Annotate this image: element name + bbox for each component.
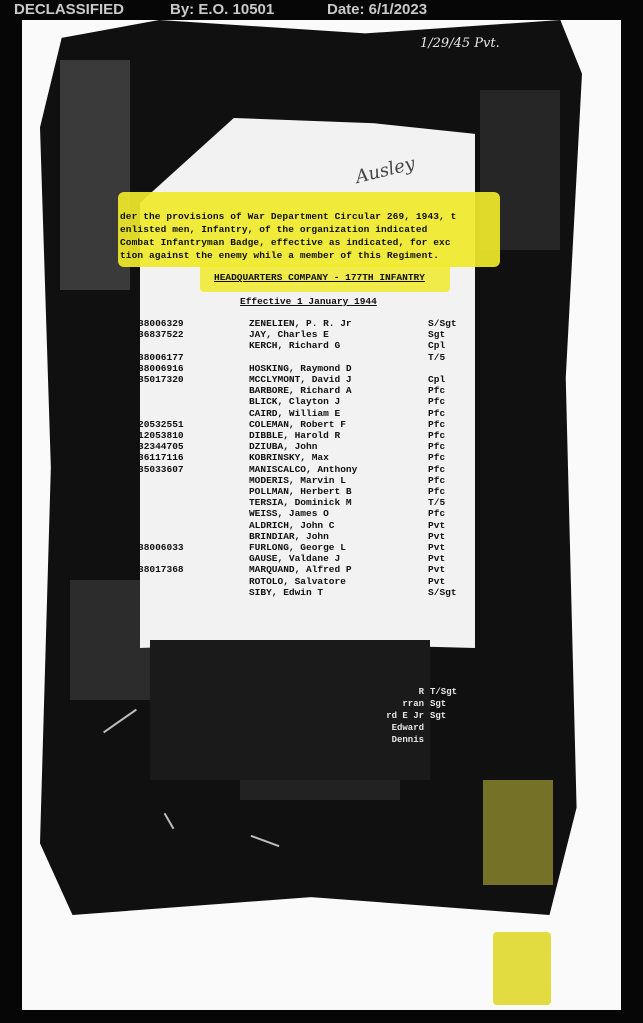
soldier-rank: Pfc — [428, 430, 446, 442]
table-row — [138, 531, 478, 542]
soldier-rank: Pfc — [428, 452, 446, 464]
soldier-rank: Cpl — [428, 374, 446, 386]
soldier-name: BLICK, Clayton J — [248, 396, 341, 408]
serial-number — [138, 553, 245, 564]
soldier-name: JAY, Charles E — [248, 329, 329, 341]
lower-roster-line — [368, 699, 446, 709]
scratch-mark — [251, 835, 280, 847]
soldier-name: FURLONG, George L — [248, 542, 346, 554]
table-row — [138, 385, 478, 396]
table-row — [138, 318, 478, 329]
soldier-rank: Pvt — [428, 530, 446, 542]
signature-scrawl: Ausley — [353, 153, 418, 188]
soldier-rank: Pfc — [428, 418, 446, 430]
fragment-name: Edward — [391, 723, 424, 733]
fragment-rank: Sgt — [430, 699, 447, 709]
soldier-name: WEISS, James O — [248, 508, 329, 520]
table-row — [138, 508, 478, 519]
scratch-mark — [164, 813, 175, 830]
circular-line: enlisted men, Infantry, of the organization indicated — [120, 224, 428, 235]
soldier-rank: Pfc — [428, 441, 446, 453]
serial-number — [138, 408, 245, 419]
soldier-rank — [428, 363, 478, 374]
serial-number: 38006329 — [138, 318, 184, 329]
highlight-stamp — [483, 780, 553, 885]
soldier-name: KERCH, Richard G — [248, 340, 341, 352]
serial-number: 35033607 — [138, 463, 184, 475]
lower-roster-line — [368, 711, 446, 721]
soldier-rank: Cpl — [428, 340, 446, 352]
serial-number — [138, 340, 245, 351]
highlight-marker — [493, 932, 551, 1005]
soldier-rank: S/Sgt — [428, 318, 457, 329]
soldier-name: KOBRINSKY, Max — [248, 452, 329, 464]
soldier-rank: Pvt — [428, 553, 446, 565]
serial-number: 38006177 — [138, 351, 184, 363]
fragment-name: rd E Jr — [386, 711, 424, 721]
table-row — [138, 329, 478, 340]
table-row — [138, 363, 478, 374]
soldier-rank: Pvt — [428, 519, 446, 531]
lower-roster-line — [368, 723, 430, 733]
soldier-name: MARQUAND, Alfred P — [248, 564, 352, 576]
declassification-banner — [0, 0, 643, 20]
soldier-name: SIBY, Edwin T — [248, 586, 324, 598]
soldier-name: MODERIS, Marvin L — [248, 474, 346, 486]
serial-number: 20532551 — [138, 418, 184, 430]
table-row — [138, 553, 478, 564]
table-row — [138, 430, 478, 441]
soldier-name: POLLMAN, Herbert B — [248, 486, 352, 498]
effective-date-line: Effective 1 January 1944 — [240, 296, 377, 307]
serial-number: 38006916 — [138, 362, 184, 374]
table-row — [138, 520, 478, 531]
soldier-rank: Pfc — [428, 474, 446, 486]
table-row — [138, 452, 478, 463]
soldier-name: BARBORE, Richard A — [248, 385, 352, 397]
obscured-lower-section — [150, 640, 430, 780]
soldier-name: ROTOLO, Salvatore — [248, 575, 346, 587]
soldier-name: MCCLYMONT, David J — [248, 374, 352, 386]
soldier-name: COLEMAN, Robert F — [248, 418, 346, 430]
fragment-name: Dennis — [391, 735, 424, 745]
table-row — [138, 396, 478, 407]
serial-number — [138, 486, 245, 497]
soldier-name: DZIUBA, John — [248, 441, 318, 453]
soldier-name: ALDRICH, John C — [248, 519, 335, 531]
table-row — [138, 542, 478, 553]
serial-number — [138, 508, 245, 519]
soldier-name: CAIRD, William E — [248, 407, 341, 419]
soldier-name: ZENELIEN, P. R. Jr — [248, 318, 352, 329]
soldier-rank: T/5 — [428, 497, 446, 509]
circular-line: tion against the enemy while a member of this Regiment. — [120, 250, 440, 261]
soldier-rank: Pvt — [428, 564, 446, 576]
soldier-name: DIBBLE, Harold R — [248, 430, 341, 442]
circular-line: Combat Infantryman Badge, effective as indicated, for exc — [120, 237, 451, 248]
table-row — [138, 419, 478, 430]
soldier-rank: Pvt — [428, 575, 446, 587]
unit-heading: HEADQUARTERS COMPANY - 177TH INFANTRY — [214, 272, 425, 283]
table-row — [138, 587, 478, 598]
serial-number: 36117116 — [138, 452, 184, 464]
table-row — [138, 486, 478, 497]
table-row — [138, 408, 478, 419]
soldier-rank: Pfc — [428, 385, 446, 397]
soldier-rank: Pvt — [428, 542, 446, 554]
soldier-name: MANISCALCO, Anthony — [248, 463, 358, 475]
serial-number: 38017368 — [138, 564, 184, 576]
soldier-rank: Pfc — [428, 508, 446, 520]
table-row — [138, 564, 478, 575]
table-row — [138, 475, 478, 486]
soldier-rank: Pfc — [428, 407, 446, 419]
authority-label: By: E.O. 10501 — [170, 1, 275, 18]
table-row — [138, 374, 478, 385]
table-row — [138, 576, 478, 587]
serial-number — [138, 396, 245, 407]
soldier-rank: Sgt — [428, 329, 446, 341]
table-row — [138, 464, 478, 475]
lower-roster-line — [368, 735, 430, 745]
soldier-name — [245, 352, 428, 363]
soldier-name: TERSIA, Dominick M — [248, 497, 352, 509]
fragment-name: R — [418, 687, 424, 697]
declassified-date: Date: 6/1/2023 — [327, 1, 428, 18]
fragment-rank: T/Sgt — [430, 687, 458, 697]
soldier-rank: Pfc — [428, 486, 446, 498]
scratch-mark — [103, 709, 137, 734]
roster-table — [138, 318, 478, 598]
serial-number — [138, 385, 245, 396]
table-row — [138, 352, 478, 363]
serial-number — [138, 497, 245, 508]
declassified-label: DECLASSIFIED — [14, 1, 125, 18]
serial-number: 36837522 — [138, 329, 184, 341]
serial-number: 12053810 — [138, 430, 184, 442]
table-row — [138, 340, 478, 351]
soldier-name: BRINDIAR, John — [248, 530, 329, 542]
serial-number: 32344705 — [138, 441, 184, 453]
table-row — [138, 497, 478, 508]
handwritten-note: 1/29/45 Pvt. — [420, 36, 500, 51]
soldier-rank: Pfc — [428, 463, 446, 475]
fragment-rank: Sgt — [430, 711, 447, 721]
serial-number — [138, 475, 245, 486]
serial-number: 38006033 — [138, 542, 184, 554]
serial-number — [138, 531, 245, 542]
table-row — [138, 441, 478, 452]
serial-number: 35017320 — [138, 374, 184, 386]
soldier-rank: T/5 — [428, 351, 446, 363]
soldier-rank: Pfc — [428, 396, 446, 408]
circular-line: der the provisions of War Department Circular 269, 1943, t — [120, 211, 457, 222]
serial-number — [138, 587, 245, 598]
fragment-name: rran — [402, 699, 424, 709]
soldier-name: HOSKING, Raymond D — [248, 362, 352, 374]
soldier-rank: S/Sgt — [428, 586, 457, 598]
serial-number — [138, 520, 245, 531]
lower-roster-line — [368, 687, 457, 697]
serial-number — [138, 576, 245, 587]
soldier-name: GAUSE, Valdane J — [248, 553, 341, 565]
